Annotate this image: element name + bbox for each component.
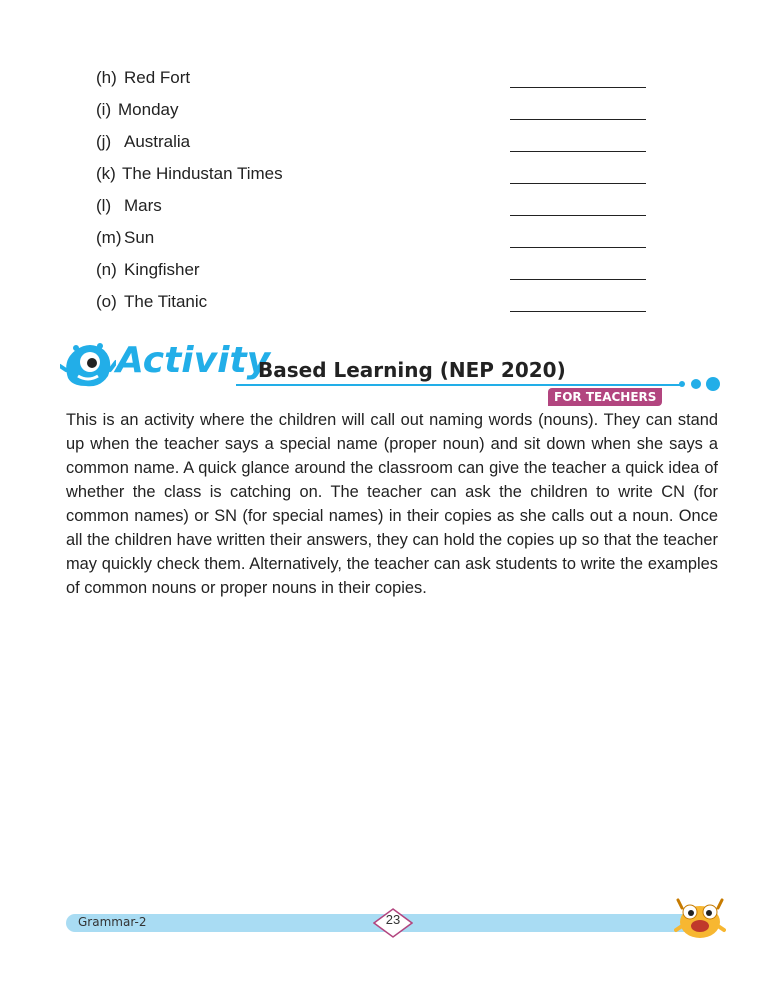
list-item: [96, 160, 646, 184]
answer-blank: [510, 197, 646, 216]
list-item: [96, 128, 646, 152]
activity-subtitle: Based Learning (NEP 2020): [258, 358, 566, 382]
answer-blank: [510, 229, 646, 248]
list-item-label: (k) The Hindustan Times: [96, 164, 283, 183]
list-item-label: (j) Australia: [96, 132, 191, 151]
header-divider: [236, 384, 684, 386]
monster-mascot-icon: [60, 340, 116, 392]
list-item-label: (o) The Titanic: [96, 292, 208, 311]
cartoon-monster-icon: [674, 896, 726, 940]
answer-blank: [510, 101, 646, 120]
list-item: [96, 192, 646, 216]
list-item-label: (h) Red Fort: [96, 68, 191, 87]
list-item: [96, 224, 646, 248]
footer-subject: Grammar-2: [78, 915, 147, 929]
activity-header: [60, 338, 720, 408]
answer-blank: [510, 69, 646, 88]
page-number: 23: [385, 912, 401, 927]
dots-decoration-icon: [676, 376, 722, 392]
list-item: [96, 288, 646, 312]
answer-blank: [510, 133, 646, 152]
list-item-label: (n) Kingfisher: [96, 260, 200, 279]
list-item: [96, 96, 646, 120]
list-item-label: (i) Monday: [96, 100, 179, 119]
list-item: [96, 256, 646, 280]
list-item: [96, 64, 646, 88]
activity-title: Activity: [116, 340, 271, 381]
for-teachers-badge: FOR TEACHERS: [548, 388, 662, 406]
list-item-label: (l) Mars: [96, 196, 162, 215]
list-item-label: (m) Sun: [96, 228, 155, 247]
answer-blank: [510, 165, 646, 184]
answer-blank: [510, 261, 646, 280]
answer-blank: [510, 293, 646, 312]
activity-body: This is an activity where the children will call out naming words (nouns). They can stand up when the teacher says a special name (proper noun) and sit down when she says a common name. A quick glance around the classroom can give the teacher a quick idea of whether the class is catching on. The teacher can ask the children to write CN (for common names) or SN (for special names) in their copies as she calls out a noun. Once all the children have written their answers, they can hold the copies up so that the teacher may quickly check them. Alternatively, the teacher can ask students to write the examples of common nouns or proper nouns in their copies.: [66, 411, 718, 597]
